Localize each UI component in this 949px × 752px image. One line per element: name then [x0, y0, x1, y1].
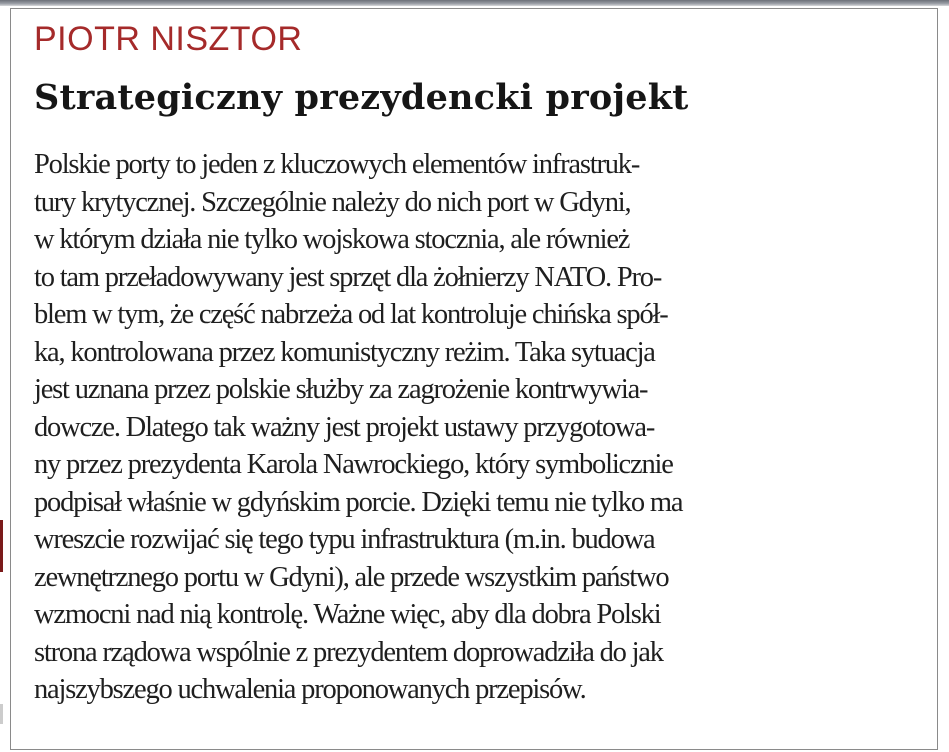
article-title: Strategiczny prezydencki projekt [34, 77, 689, 118]
body-line: blem w tym, że część nabrzeża od lat kontroluje chińska spół- [34, 299, 668, 330]
body-line: strona rządowa wspólnie z prezydentem doprowadziła do jak [34, 636, 663, 668]
body-line: zewnętrznego portu w Gdyni), ale przede wszystkim państwo [34, 561, 669, 593]
left-margin-tick [0, 704, 3, 724]
body-line: wzmocni nad nią kontrolę. Ważne więc, aby dla dobra Polski [34, 599, 661, 630]
body-line: to tam przeładowywany jest sprzęt dla żołnierzy NATO. Pro- [34, 261, 662, 293]
body-line: Polskie porty to jeden z kluczowych elementów infrastruk- [34, 149, 640, 180]
author-name: PIOTR NISZTOR [34, 20, 303, 58]
left-margin-rule [0, 520, 3, 572]
top-edge-strip [0, 0, 949, 6]
body-line: najszybszego uchwalenia proponowanych przepisów. [34, 674, 586, 705]
body-line: podpisał właśnie w gdyńskim porcie. Dzięki temu nie tylko ma [34, 486, 683, 518]
body-line: tury krytycznej. Szczególnie należy do nich port w Gdyni, [34, 186, 631, 218]
body-line: jest uznana przez polskie służby za zagrożenie kontrwywia- [34, 374, 648, 405]
body-line: ny przez prezydenta Karola Nawrockiego, który symbolicznie [34, 449, 673, 480]
body-line: wreszcie rozwijać się tego typu infrastruktura (m.in. budowa [34, 524, 655, 555]
article-body [34, 146, 934, 709]
body-line: w którym działa nie tylko wojskowa stocznia, ale również [34, 224, 630, 255]
body-line: dowcze. Dlatego tak ważny jest projekt ustawy przygotowa- [34, 411, 655, 443]
body-line: ka, kontrolowana przez komunistyczny reżim. Taka sytuacja [34, 336, 655, 368]
